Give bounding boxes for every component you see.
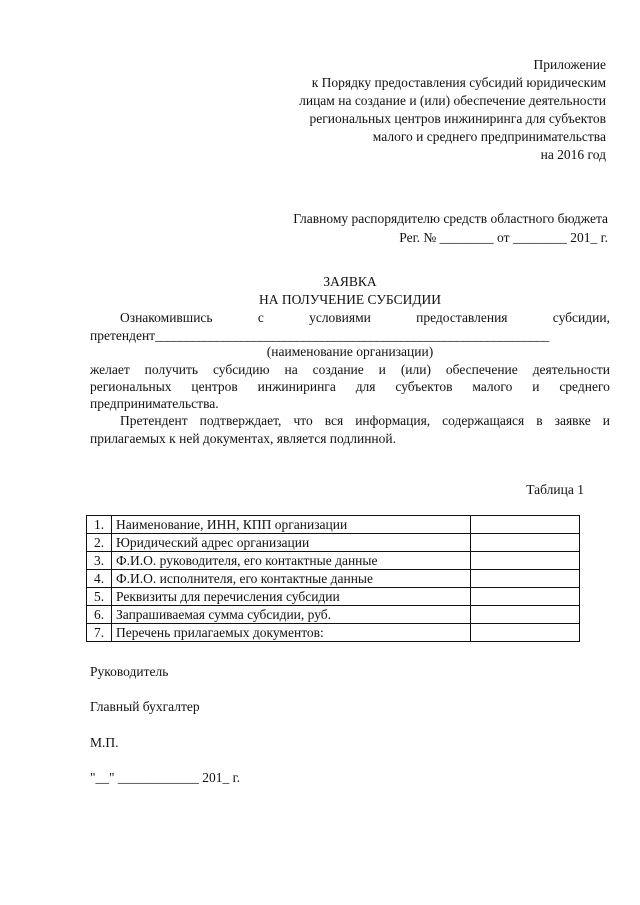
row-number: 7. bbox=[87, 624, 112, 642]
row-value-cell[interactable] bbox=[471, 606, 580, 624]
row-value-cell[interactable] bbox=[471, 624, 580, 642]
row-label: Юридический адрес организации bbox=[112, 534, 471, 552]
para1-line2 bbox=[90, 378, 610, 396]
word: и bbox=[532, 379, 540, 394]
application-table bbox=[86, 515, 580, 642]
appendix-line: на 2016 год bbox=[540, 147, 606, 162]
appendix-line: лицам на создание и (или) обеспечение деятельности bbox=[299, 93, 606, 108]
intro-word: с bbox=[257, 310, 264, 325]
accountant-signature-label: Главный бухгалтер bbox=[90, 699, 200, 714]
appendix-line: Приложение bbox=[533, 57, 606, 72]
intro-word: условиями bbox=[309, 310, 371, 325]
recipient-block bbox=[188, 209, 608, 247]
table-row bbox=[87, 624, 580, 642]
table-row bbox=[87, 570, 580, 588]
row-label: Запрашиваемая сумма субсидии, руб. bbox=[112, 606, 471, 624]
row-label: Наименование, ИНН, КПП организации bbox=[112, 516, 471, 534]
table-row bbox=[87, 516, 580, 534]
row-number: 3. bbox=[87, 552, 112, 570]
word: обеспечение bbox=[445, 362, 518, 377]
word: что bbox=[293, 413, 313, 428]
word: получить bbox=[144, 362, 199, 377]
word: создание bbox=[312, 362, 364, 377]
word: для bbox=[355, 379, 376, 394]
word: и bbox=[602, 413, 610, 428]
para1-line3: предпринимательства. bbox=[90, 396, 219, 411]
org-hint: (наименование организации) bbox=[266, 344, 434, 359]
row-value-cell[interactable] bbox=[471, 570, 580, 588]
word: содержащаяся bbox=[442, 413, 525, 428]
date-line: "__" ____________ 201_ г. bbox=[90, 770, 241, 785]
row-value-cell[interactable] bbox=[471, 534, 580, 552]
word: региональных bbox=[90, 379, 172, 394]
word: в bbox=[536, 413, 543, 428]
row-label: Ф.И.О. исполнителя, его контактные данные bbox=[112, 570, 471, 588]
title-line: НА ПОЛУЧЕНИЕ СУБСИДИИ bbox=[258, 292, 442, 307]
applicant-label: претендент bbox=[90, 328, 156, 343]
recipient-line: Главному распорядителю средств областного бюджета bbox=[293, 211, 608, 226]
word: субсидию bbox=[212, 362, 270, 377]
word: инжиниринга bbox=[257, 379, 336, 394]
word: вся bbox=[324, 413, 344, 428]
para1-line1 bbox=[90, 361, 610, 379]
word: субъектов bbox=[395, 379, 453, 394]
row-label: Ф.И.О. руководителя, его контактные данные bbox=[112, 552, 471, 570]
intro-line bbox=[90, 309, 610, 327]
word: желает bbox=[90, 362, 130, 377]
table-row bbox=[87, 534, 580, 552]
appendix-header bbox=[206, 56, 606, 164]
appendix-line: региональных центров инжиниринга для субъектов bbox=[309, 111, 606, 126]
row-value-cell[interactable] bbox=[471, 552, 580, 570]
row-label: Реквизиты для перечисления субсидии bbox=[112, 588, 471, 606]
intro-word: предоставления bbox=[416, 310, 508, 325]
row-value-cell[interactable] bbox=[471, 516, 580, 534]
appendix-line: малого и среднего предпринимательства bbox=[372, 129, 606, 144]
word: (или) bbox=[400, 362, 431, 377]
word: информация, bbox=[355, 413, 431, 428]
para2-line1 bbox=[90, 412, 610, 430]
row-number: 1. bbox=[87, 516, 112, 534]
word: центров bbox=[191, 379, 238, 394]
head-signature-label: Руководитель bbox=[90, 664, 169, 679]
row-number: 2. bbox=[87, 534, 112, 552]
intro-word: Ознакомившись bbox=[120, 310, 213, 325]
row-number: 6. bbox=[87, 606, 112, 624]
para2-line2: прилагаемых к ней документах, является подлинной. bbox=[90, 431, 397, 446]
word: и bbox=[378, 362, 386, 377]
word: малого bbox=[472, 379, 513, 394]
row-value-cell[interactable] bbox=[471, 588, 580, 606]
table-row bbox=[87, 552, 580, 570]
table-caption: Таблица 1 bbox=[526, 482, 584, 497]
word: подтверждает, bbox=[199, 413, 282, 428]
word: Претендент bbox=[120, 413, 188, 428]
appendix-line: к Порядку предоставления субсидий юридическим bbox=[311, 75, 606, 90]
row-number: 4. bbox=[87, 570, 112, 588]
intro-word: субсидии, bbox=[552, 310, 610, 325]
word: среднего bbox=[559, 379, 610, 394]
applicant-blank[interactable]: ________________________________________________________________ bbox=[155, 328, 549, 343]
word: деятельности bbox=[532, 362, 610, 377]
table-row bbox=[87, 606, 580, 624]
seal-label: М.П. bbox=[90, 735, 119, 750]
row-number: 5. bbox=[87, 588, 112, 606]
table-row bbox=[87, 588, 580, 606]
registration-line: Рег. № ________ от ________ 201_ г. bbox=[399, 230, 608, 245]
word: на bbox=[284, 362, 298, 377]
word: заявке bbox=[554, 413, 591, 428]
row-label: Перечень прилагаемых документов: bbox=[112, 624, 471, 642]
title-line: ЗАЯВКА bbox=[323, 274, 377, 289]
document-title bbox=[90, 273, 610, 309]
